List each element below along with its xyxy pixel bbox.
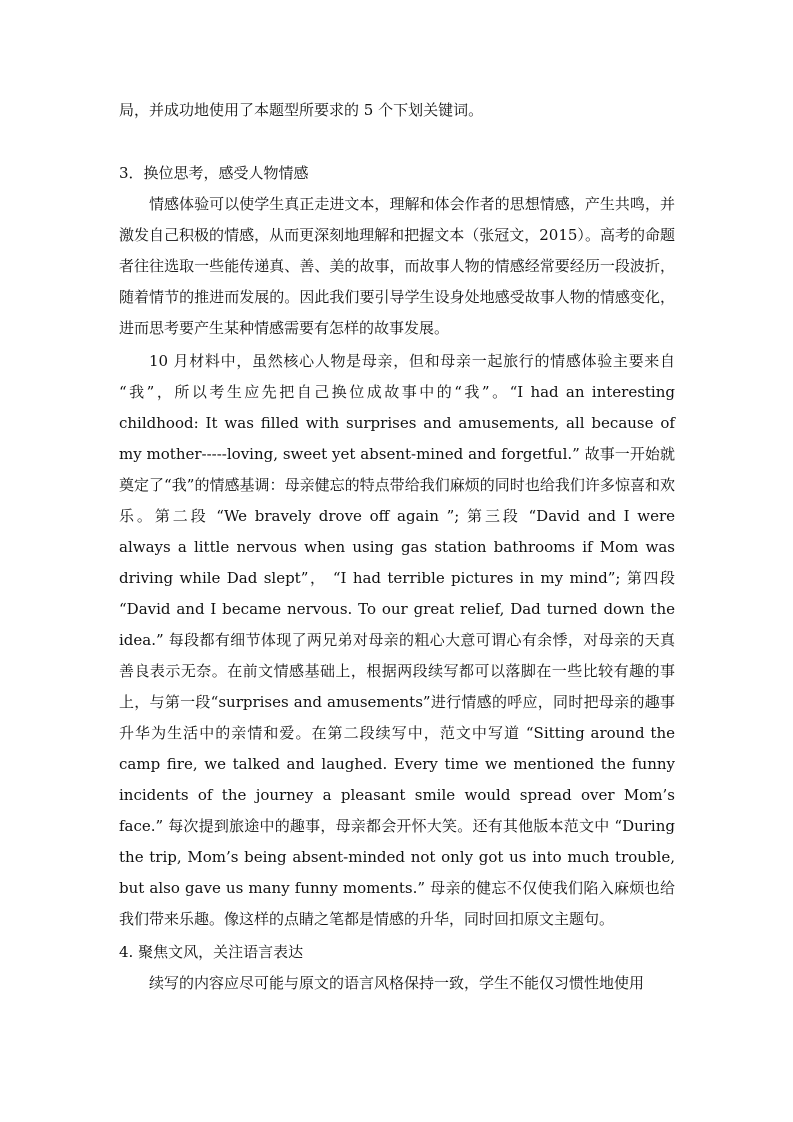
section-3-paragraph-1: 情感体验可以使学生真正走进文本，理解和体会作者的思想情感，产生共鸣，并激发自己积极的情感，从而更深刻地理解和把握文本（张冠文，2015）。高考的命题者往往选取一些能传递真、善、美的故事，而故事人物的情感经常要经历一段波折，随着情节的推进而发展的。因此我们要引导学生设身处地感受故事人物的情感变化，进而思考要产生某种情感需要有怎样的故事发展。 <box>119 195 675 337</box>
section-3-heading: 3．换位思考，感受人物情感 <box>119 164 309 182</box>
continuation-line: 局，并成功地使用了本题型所要求的 5 个下划关键词。 <box>119 101 484 119</box>
section-3-paragraph-2: 10 月材料中，虽然核心人物是母亲，但和母亲一起旅行的情感体验主要来自 “我”，所以考生应先把自己换位成故事中的“我”。“I had an interesting childhood: It was filled with surprises and amusements, all because of my mother-----loving, sweet yet absent-mined and forgetful.” 故事一开始就奠定了“我”的情感基调：母亲健忘的特点带给我们麻烦的同时也给我们许多惊喜和欢乐。第二段 “We bravely drove off again ”; 第三段 “David and I were always a little nervous when using gas station bathrooms if Mom was driving while Dad slept”， “I had terrible pictures in my mind”; 第四段 “David and I became nervous. To our great relief, Dad turned down the idea.” 每段都有细节体现了两兄弟对母亲的粗心大意可谓心有余悸，对母亲的天真善良表示无奈。在前文情感基础上，根据两段续写都可以落脚在一些比较有趣的事上，与第一段“surprises and amusements”进行情感的呼应，同时把母亲的趣事升华为生活中的亲情和爱。在第二段续写中，范文中写道 “Sitting around the camp fire, we talked and laughed. Every time we mentioned the funny incidents of the journey a pleasant smile would spread over Mom’s face.” 每次提到旅途中的趣事，母亲都会开怀大笑。还有其他版本范文中 “During the trip, Mom’s being absent-minded not only got us into much trouble, but also gave us many funny moments.” 母亲的健忘不仅使我们陷入麻烦也给我们带来乐趣。像这样的点睛之笔都是情感的升华，同时回扣原文主题句。 <box>119 352 675 928</box>
section-4-paragraph-1: 续写的内容应尽可能与原文的语言风格保持一致，学生不能仅习惯性地使用 <box>149 974 645 992</box>
section-4-heading: 4. 聚焦文风，关注语言表达 <box>119 943 304 961</box>
